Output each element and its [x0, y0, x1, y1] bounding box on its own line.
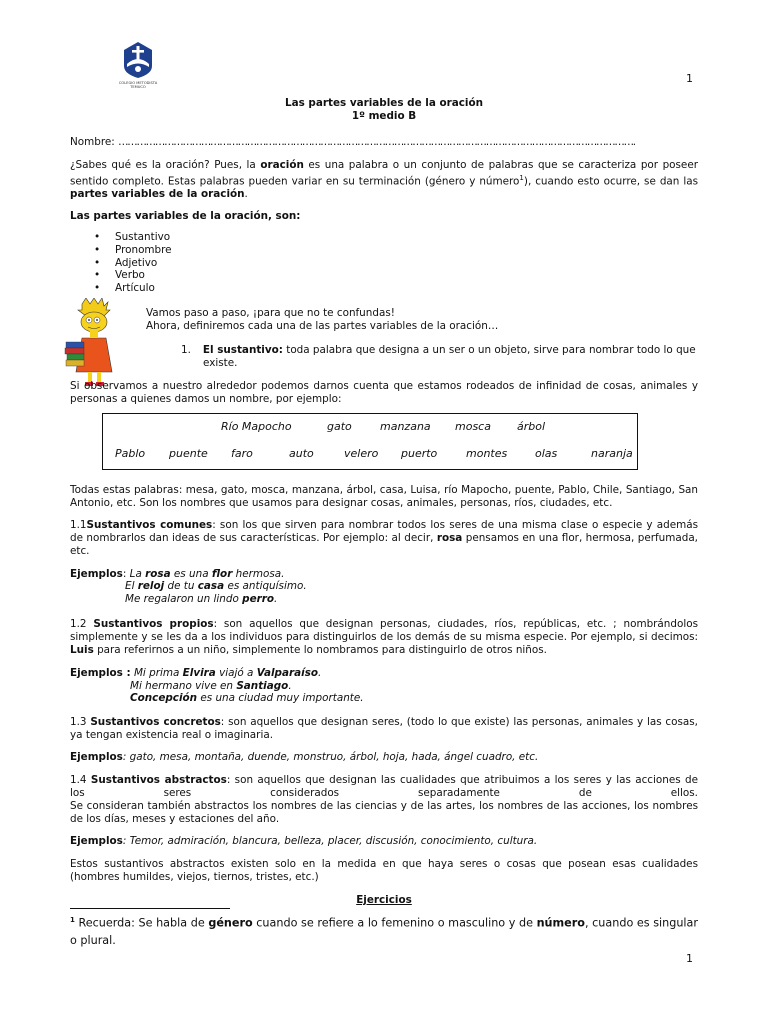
example-words-box — [102, 413, 638, 470]
box-word: manzana — [380, 420, 431, 433]
lisa-text-1: Vamos paso a paso, ¡para que no te confundas! — [146, 307, 395, 319]
box-word: velero — [344, 447, 379, 460]
box-word: puerto — [401, 447, 438, 460]
name-field — [70, 136, 635, 149]
box-word: faro — [231, 447, 253, 460]
school-logo-icon — [118, 40, 158, 80]
observe-paragraph: Si observamos a nuestro alrededor podemos darnos cuenta que estamos rodeados de infinidad de cosas, animales y personas a quienes damos un nombre, por ejemplo: — [70, 380, 698, 405]
school-logo-caption: COLEGIO METODISTA TEMUCO — [118, 81, 158, 90]
list-item: • Sustantivo — [94, 231, 172, 244]
propios-example-3: Concepción es una ciudad muy importante. — [130, 692, 364, 704]
concretos-definition: 1.3 Sustantivos concretos: son aquellos que designan seres, (todo lo que existe) las personas, animales y las cosas, ya tengan existencia real o imaginaria. — [70, 716, 698, 741]
closing-paragraph: Estos sustantivos abstractos existen solo en la medida en que haya seres o cosas que posean esas cualidades (hombres humildes, viejos, tiernos, tristes, etc.) — [70, 858, 698, 883]
document-subtitle: 1º medio B — [351, 110, 417, 122]
propios-example-2: Mi hermano vive en Santiago. — [130, 680, 292, 692]
comunes-example-3: Me regalaron un lindo perro. — [125, 593, 278, 605]
list-item: • Adjetivo — [94, 257, 172, 270]
comunes-example-2: El reloj de tu casa es antiquísimo. — [125, 580, 307, 592]
all-words-paragraph: Todas estas palabras: mesa, gato, mosca, manzana, árbol, casa, Luisa, río Mapocho, puente, Pablo, Chile, Santiago, San Antonio, etc. Son los nombres que usamos para designar cosas, animales, personas, ríos, ciudades, etc. — [70, 484, 698, 509]
list-item: • Verbo — [94, 269, 172, 282]
sustantivo-definition: 1. El sustantivo: toda palabra que designa a un ser o un objeto, sirve para nombrar todo lo que — [181, 344, 696, 356]
abstractos-example: Ejemplos: Temor, admiración, blancura, belleza, placer, discusión, conocimiento, cultura. — [70, 835, 538, 847]
box-word: mosca — [455, 420, 491, 433]
sustantivo-definition-cont: existe. — [203, 357, 238, 369]
box-word: gato — [327, 420, 352, 433]
comunes-definition: 1.1Sustantivos comunes: son los que sirven para nombrar todos los seres de una misma clase o especie y además de nombrarlos dan ideas de sus características. Por ejemplo: al decir, rosa pensamos en una flor, hermosa, perfumada, etc. — [70, 519, 699, 557]
page-number-bottom: 1 — [686, 952, 693, 965]
box-word: olas — [535, 447, 558, 460]
name-label: Nombre: — [70, 136, 115, 148]
box-word: puente — [169, 447, 208, 460]
propios-example-1: Ejemplos : Mi prima Elvira viajó a Valparaíso. — [70, 667, 322, 679]
page-number-top: 1 — [686, 72, 693, 85]
concretos-example: Ejemplos: gato, mesa, montaña, duende, monstruo, árbol, hoja, hada, ángel cuadro, etc. — [70, 751, 539, 763]
document-title: Las partes variables de la oración — [285, 97, 483, 109]
footnote-separator — [70, 908, 230, 909]
box-word: árbol — [517, 420, 546, 433]
list-item: • Artículo — [94, 282, 172, 295]
box-word: Pablo — [115, 447, 146, 460]
exercises-heading: Ejercicios — [356, 894, 412, 906]
box-word: Río Mapocho — [221, 420, 292, 433]
intro-paragraph: ¿Sabes qué es la oración? Pues, la oración es una palabra o un conjunto de palabras que se caracteriza por poseer sentido completo. Estas palabras pueden variar en su terminación (género y número$^1$), cuando esto ocurre, se dan las partes variables de la oración. — [70, 159, 698, 201]
name-dots: ……………………………………………………………………………………………………………………………………………………. — [118, 136, 635, 148]
abstractos-definition-cont: Se consideran también abstractos los nombres de las ciencias y de las artes, los nombres de las acciones, los nombres de los días, meses y estaciones del año. — [70, 800, 698, 825]
list-item: • Pronombre — [94, 244, 172, 257]
lisa-simpson-illustration — [64, 298, 124, 390]
parts-list — [94, 231, 172, 295]
box-word: naranja — [591, 447, 633, 460]
abstractos-definition: 1.4 Sustantivos abstractos: son aquellos que designan las cualidades que atribuimos a los seres y las acciones de los seres considerados separadamente de ellos. — [70, 774, 698, 799]
lisa-text-2: Ahora, definiremos cada una de las partes variables de la oración… — [146, 320, 499, 332]
box-word: auto — [289, 447, 314, 460]
comunes-example-1: Ejemplos: La rosa es una flor hermosa. — [70, 568, 285, 580]
footnote: $^1$ Recuerda: Se habla de género cuando se refiere a lo femenino o masculino y de número, cuando es singular o plural. — [70, 916, 698, 947]
propios-definition: 1.2 Sustantivos propios: son aquellos que designan personas, ciudades, ríos, repúblicas, etc. ; nombrándolos simplemente y se les da a los individuos para distinguirlos de los demás de su misma especie. Por ejemplo, si decimos: Luis para referirnos a un niño, simplemente lo nombramos para distinguirlo de otros niños. — [70, 618, 698, 656]
box-word: montes — [466, 447, 508, 460]
parts-heading: Las partes variables de la oración, son: — [70, 210, 301, 222]
